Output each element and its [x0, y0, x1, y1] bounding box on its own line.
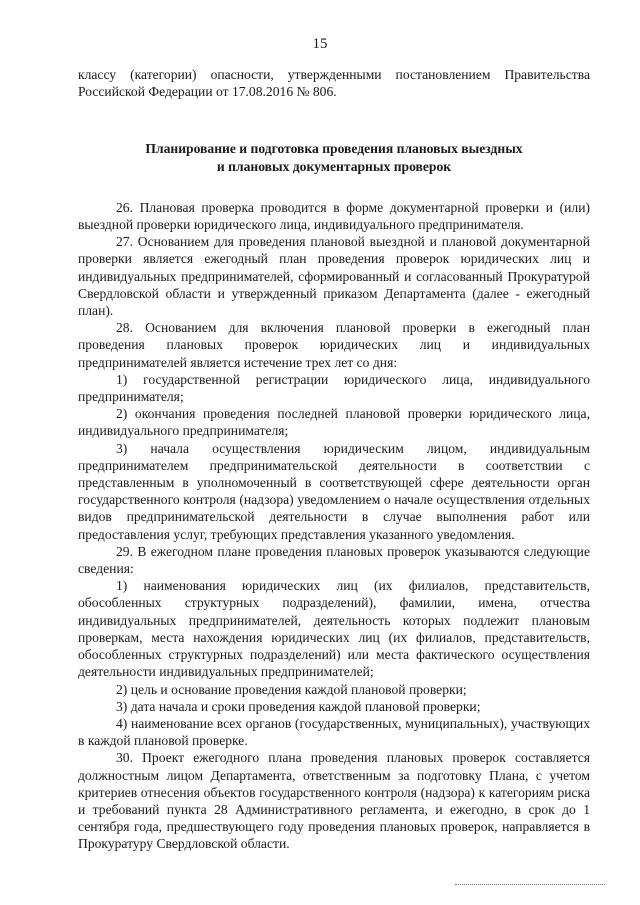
section-heading	[78, 140, 590, 174]
paragraph-26: 26. Плановая проверка проводится в форме документарной проверки и (или) выездной проверки юридического лица, индивидуального предпринимателя.	[78, 199, 590, 233]
paragraph-28-item-1: 1) государственной регистрации юридического лица, индивидуального предпринимателя;	[78, 371, 590, 405]
section-heading-line-1: Планирование и подготовка проведения плановых выездных	[145, 141, 523, 157]
footer-dotted-line	[455, 884, 605, 885]
spacer	[78, 175, 590, 199]
intro-paragraph: классу (категории) опасности, утвержденными постановлением Правительства Российской Федерации от 17.08.2016 № 806.	[78, 67, 590, 100]
paragraph-30: 30. Проект ежегодного плана проведения плановых проверок составляется должностным лицом Департамента, ответственным за подготовку Плана, с учетом критериев отнесения объектов государственного контроля (надзора) к категориям риска и требований пункта 28 Административного регламента, и ежегодно, в срок до 1 сентября года, предшествующего году проведения плановых проверок, направляется в Прокуратуру Свердловской области.	[78, 750, 590, 852]
paragraph-29-item-2: 2) цель и основание проведения каждой плановой проверки;	[116, 681, 467, 697]
paragraph-29-item-1: 1) наименования юридических лиц (их филиалов, представительств, обособленных структурных подразделений), фамилии, имена, отчества индивидуальных предпринимателей, деятельность которых подлежит плановым проверкам, места нахождения юридических лиц (их филиалов, представительств, обособленных структурных подразделений) или места фактического осуществления деятельности индивидуальных предпринимателей;	[78, 578, 590, 680]
paragraph-28-item-3: 3) начала осуществления юридическим лицом, индивидуальным предпринимателем предпринимательской деятельности в соответствии с представленным в уполномоченный в соответствующей сфере деятельности орган государственного контроля (надзора) уведомлением о начале осуществления отдельных видов предпринимательской деятельности в случае выполнения работ или предоставления услуг, требующих представления указанного уведомления.	[78, 440, 590, 542]
paragraph-28: 28. Основанием для включения плановой проверки в ежегодный план проведения плановых проверок юридических лиц и индивидуальных предпринимателей является истечение трех лет со дня:	[78, 320, 590, 370]
paragraph-29: 29. В ежегодном плане проведения плановых проверок указываются следующие сведения:	[78, 543, 590, 577]
page-number: 15	[312, 36, 328, 52]
document-body	[78, 66, 590, 853]
paragraph-29-item-3: 3) дата начала и сроки проведения каждой плановой проверки;	[116, 698, 481, 714]
paragraph-29-item-4: 4) наименование всех органов (государственных, муниципальных), участвующих в каждой плановой проверке.	[78, 715, 590, 749]
paragraph-27: 27. Основанием для проведения плановой выездной и плановой документарной проверки является ежегодный план проведения проверок юридических лиц и индивидуальных предпринимателей, сформированный и согласованный Прокуратурой Свердловской области и утвержденный приказом Департамента (далее - ежегодный план).	[78, 234, 590, 319]
paragraph-28-item-2: 2) окончания проведения последней плановой проверки юридического лица, индивидуального предпринимателя;	[78, 406, 590, 439]
section-heading-line-2: и плановых документарных проверок	[216, 158, 452, 174]
